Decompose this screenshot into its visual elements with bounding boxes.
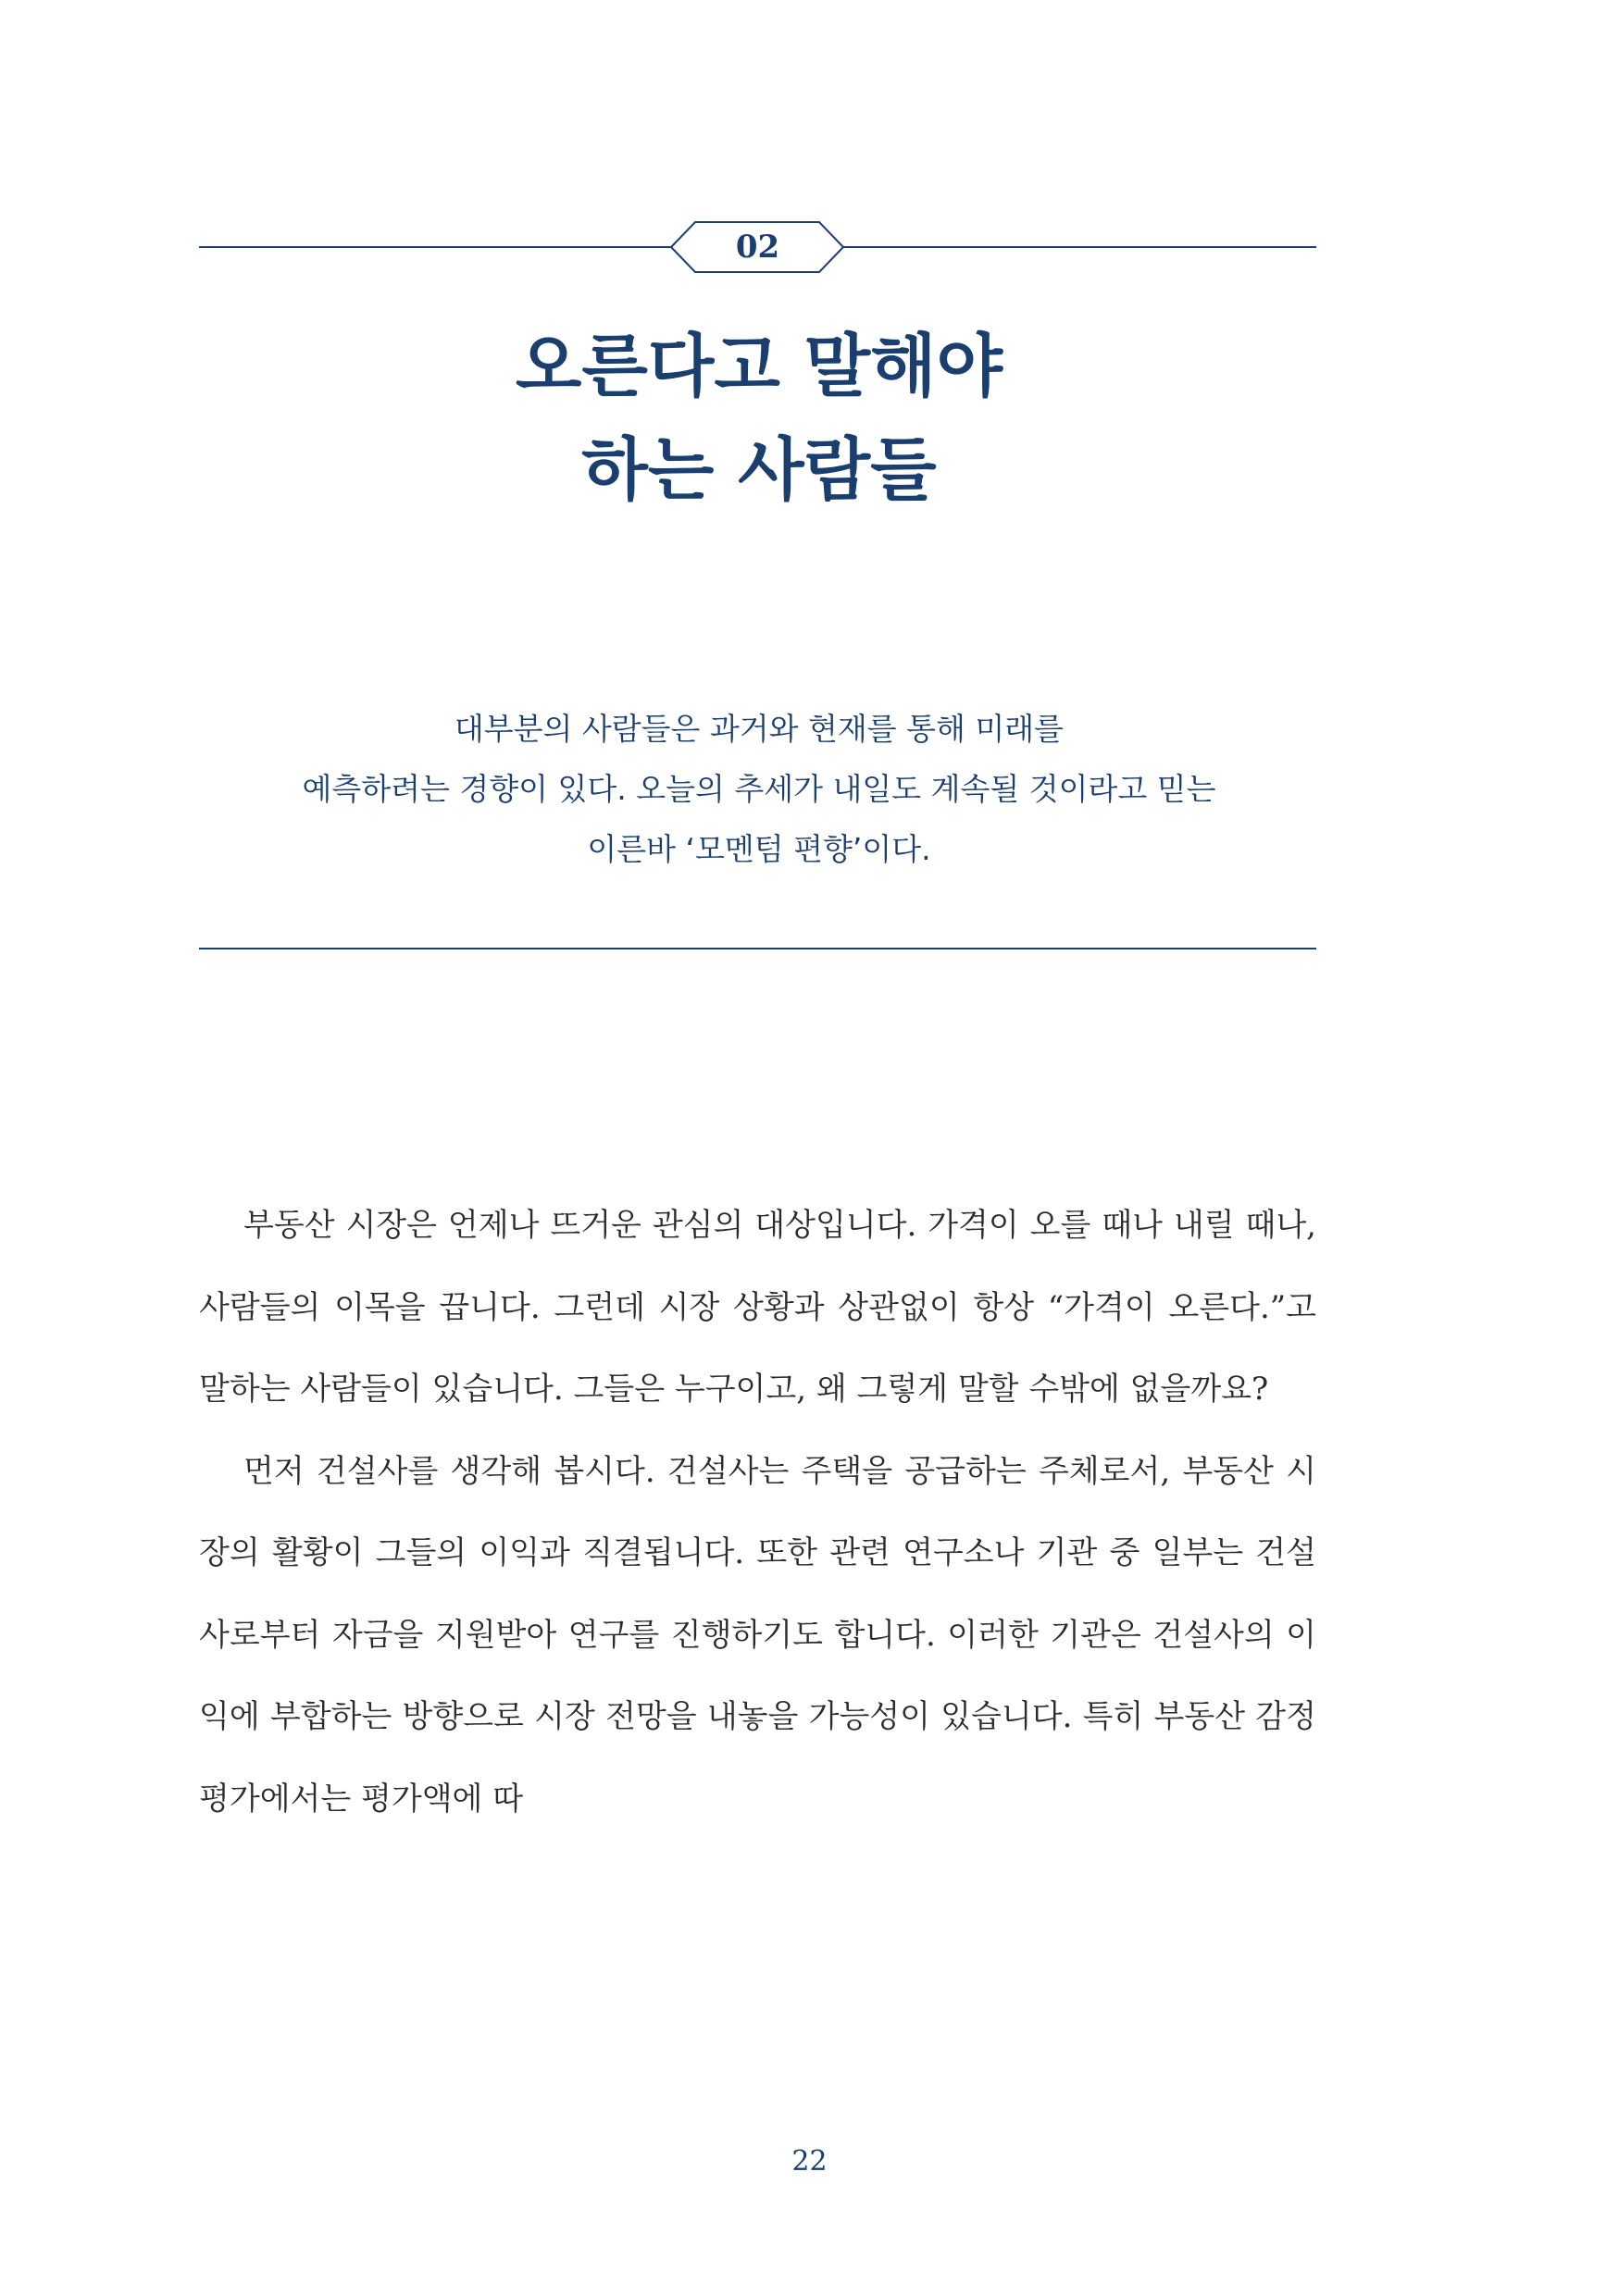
- body-text: [199, 1185, 1316, 1840]
- chapter-number: 02: [735, 229, 780, 266]
- body-paragraph-1: 부동산 시장은 언제나 뜨거운 관심의 대상입니다. 가격이 오를 때나 내릴 때나, 사람들의 이목을 끕니다. 그런데 시장 상황과 상관없이 항상 “가격이 오른다.”고 말하는 사람들이 있습니다. 그들은 누구이고, 왜 그렇게 말할 수밖에 없을까요?: [199, 1207, 1316, 1408]
- summary-line-2: 예측하려는 경향이 있다. 오늘의 추세가 내일도 계속될 것이라고 믿는: [302, 771, 1216, 807]
- chapter-title: [0, 315, 1518, 522]
- chapter-title-line-2: 하는 사람들: [581, 430, 937, 510]
- chapter-summary: [0, 699, 1518, 879]
- page-number: 22: [791, 2145, 828, 2178]
- body-paragraph-2: 먼저 건설사를 생각해 봅시다. 건설사는 주택을 공급하는 주체로서, 부동산 시장의 활황이 그들의 이익과 직결됩니다. 또한 관련 연구소나 기관 중 일부는 건설사로부터 자금을 지원받아 연구를 진행하기도 합니다. 이러한 기관은 건설사의 이익에 부합하는 방향으로 시장 전망을 내놓을 가능성이 있습니다. 특히 부동산 감정평가에서는 평가액에 따: [199, 1452, 1316, 1818]
- section-divider: [199, 948, 1316, 949]
- chapter-title-line-1: 오른다고 말해야: [515, 327, 1003, 406]
- summary-line-1: 대부분의 사람들은 과거와 현재를 통해 미래를: [454, 711, 1065, 747]
- summary-line-3: 이른바 ‘모멘텀 편향’이다.: [587, 831, 931, 867]
- chapter-header-rule: [199, 209, 1316, 283]
